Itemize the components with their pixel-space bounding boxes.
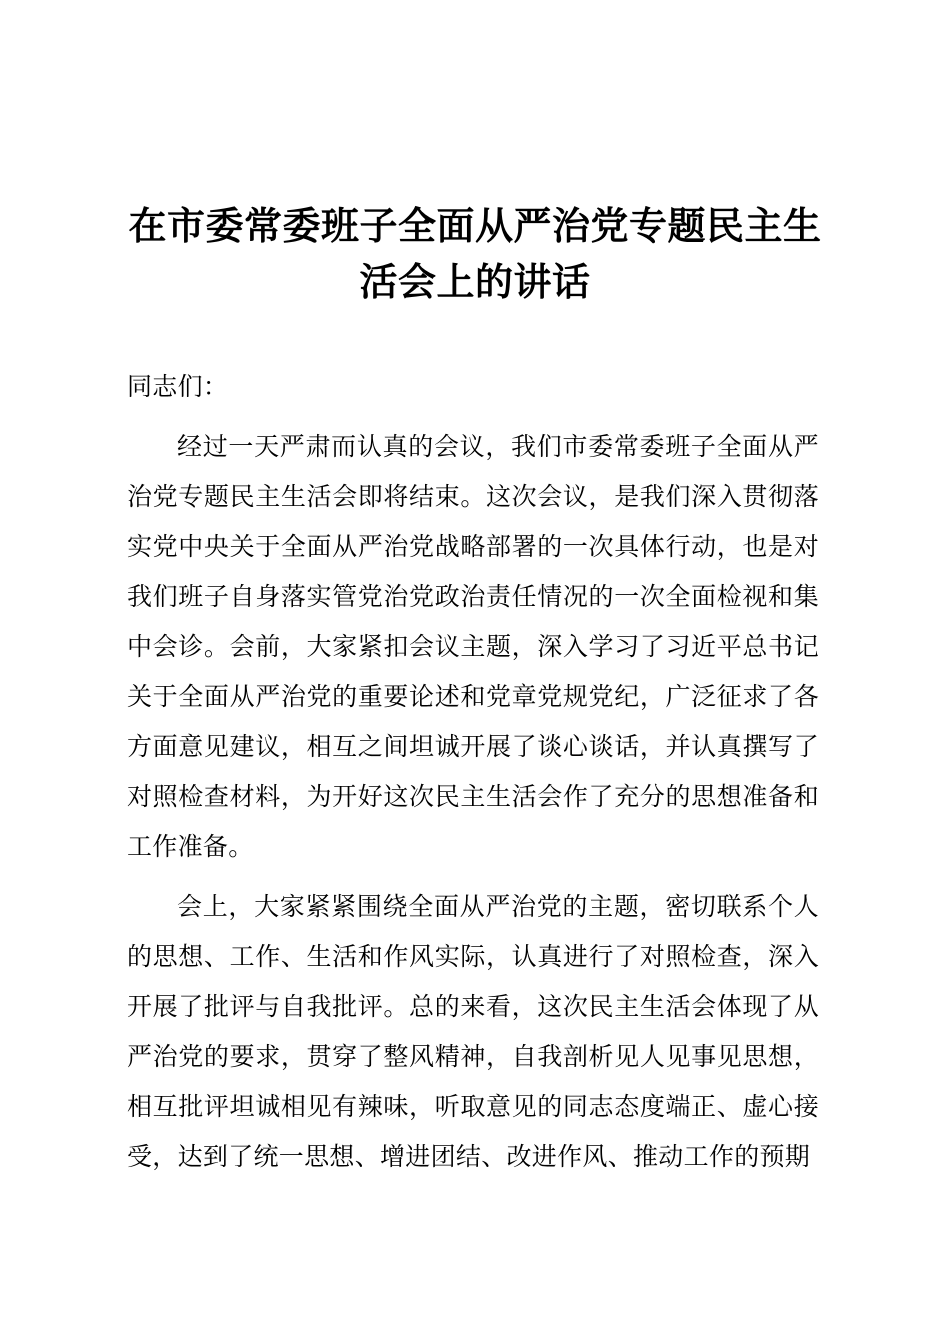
paragraph-1: 经过一天严肃而认真的会议，我们市委常委班子全面从严治党专题民主生活会即将结束。这次会议，是我们深入贯彻落实党中央关于全面从严治党战略部署的一次具体行动，也是对我们班子自身落实管党治党政治责任情况的一次全面检视和集中会诊。会前，大家紧扣会议主题，深入学习了习近平总书记关于全面从严治党的重要论述和党章党规党纪，广泛征求了各方面意见建议，相互之间坦诚开展了谈心谈话，并认真撰写了对照检查材料，为开好这次民主生活会作了充分的思想准备和工作准备。 (127, 432, 819, 861)
title-line-1: 在市委常委班子全面从严治党专题民主生 (128, 204, 822, 248)
salutation: 同志们： (127, 372, 229, 401)
document-title (120, 198, 830, 310)
title-line-2: 活会上的讲话 (359, 260, 591, 304)
paragraph-2: 会上，大家紧紧围绕全面从严治党的主题，密切联系个人的思想、工作、生活和作风实际，认真进行了对照检查，深入开展了批评与自我批评。总的来看，这次民主生活会体现了从严治党的要求，贯穿了整风精神，自我剖析见人见事见思想，相互批评坦诚相见有辣味，听取意见的同志态度端正、虚心接受，达到了统一思想、增进团结、改进作风、推动工作的预期 (127, 892, 819, 1171)
document-body (127, 362, 819, 1192)
